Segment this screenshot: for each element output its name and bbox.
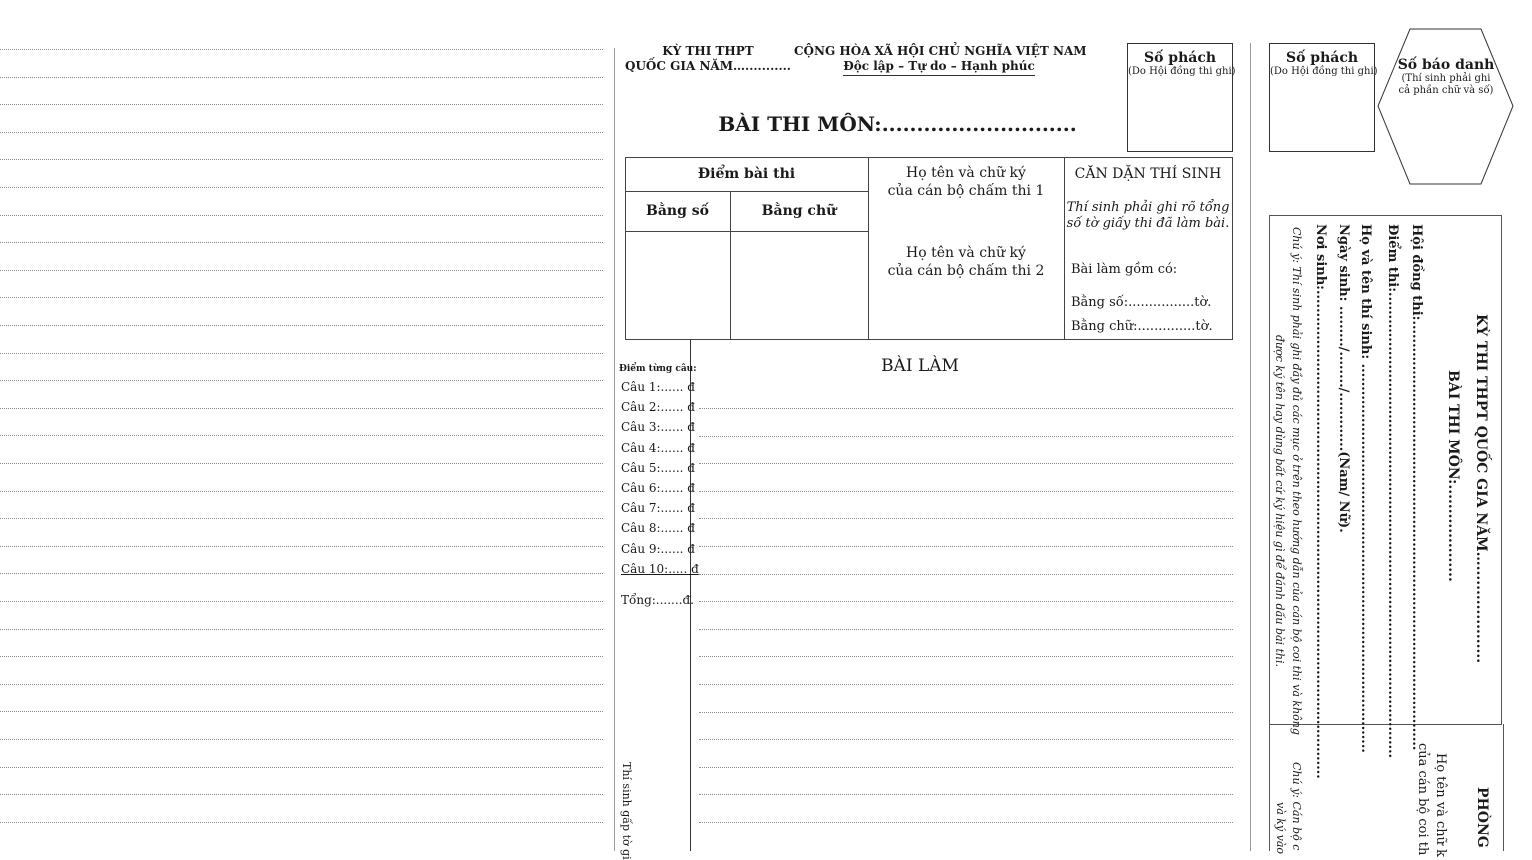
score-title: Điểm bài thi: [697, 166, 796, 182]
answer-line[interactable]: [699, 546, 1233, 547]
right-fold-line: [1250, 43, 1251, 851]
grader-2-line1: Họ tên và chữ ký: [906, 245, 1026, 261]
grader-1-label[interactable]: [868, 164, 1064, 200]
ruled-line: [0, 767, 603, 768]
ruled-line: [0, 159, 603, 160]
so-phach-stub-note: (Do Hội đồng thi ghi): [1270, 66, 1378, 77]
answer-line[interactable]: [699, 684, 1233, 685]
question-score-3[interactable]: Câu 3:...... đ: [621, 420, 695, 435]
so-phach-box[interactable]: [1127, 43, 1236, 152]
so-phach-note: (Do Hội đồng thi ghi): [1128, 66, 1236, 77]
ruled-line: [0, 822, 603, 823]
ruled-line: [0, 270, 603, 271]
ruled-line: [0, 297, 603, 298]
grader-1-line2: của cán bộ chấm thi 1: [887, 183, 1045, 199]
fold-line: [614, 48, 615, 851]
side-title-2: BÀI THI MÔN:....................: [1445, 370, 1461, 582]
ruled-line: [0, 684, 603, 685]
answer-line[interactable]: [699, 408, 1233, 409]
instructions-note: [1064, 200, 1232, 232]
ruled-line: [0, 463, 603, 464]
so-phach-box-stub[interactable]: [1269, 43, 1378, 152]
side-title-1: KỲ THI THPT QUỐC GIA NĂM…....................: [1473, 314, 1489, 664]
fold-note: Thí sinh gấp tờ gi: [620, 762, 633, 860]
answer-line[interactable]: [699, 601, 1233, 602]
ruled-line: [0, 739, 603, 740]
republic-header: [794, 44, 1087, 76]
field-diem-thi[interactable]: Điểm thi:.......................................................................................................: [1385, 224, 1400, 759]
ruled-line: [0, 601, 603, 602]
ruled-line: [0, 435, 603, 436]
phong-label: PHÒNG: [1474, 787, 1490, 848]
score-number-header: Bằng số: [646, 203, 709, 219]
so-bao-danh-label: [1387, 57, 1505, 97]
ruled-line: [0, 325, 603, 326]
subject-title: BÀI THI MÔN:............................: [718, 112, 1077, 136]
field-ho-ten[interactable]: Họ và tên thí sinh: ......................................................................................: [1358, 224, 1373, 753]
answer-line[interactable]: [699, 822, 1233, 823]
ruled-line: [0, 518, 603, 519]
question-score-6[interactable]: Câu 6:...... đ: [621, 481, 695, 495]
exam-title-line1: KỲ THI THPT: [662, 44, 754, 58]
so-bao-danh-note2: cả phần chữ và số): [1398, 85, 1494, 96]
ruled-line: [0, 656, 603, 657]
question-score-9[interactable]: Câu 9:...... đ: [621, 541, 695, 556]
question-score-5[interactable]: Câu 5:...... đ: [621, 460, 695, 475]
exam-title: [622, 44, 794, 74]
score-number-cell[interactable]: [626, 232, 729, 339]
republic-motto: Độc lập – Tự do – Hạnh phúc: [843, 59, 1035, 76]
ruled-line: [0, 187, 603, 188]
grader-2-label[interactable]: [868, 244, 1064, 280]
ruled-line: [0, 132, 603, 133]
question-score-8[interactable]: Câu 8:...... đ: [621, 521, 695, 536]
ruled-line: [0, 380, 603, 381]
answer-line[interactable]: [699, 518, 1233, 519]
answer-line[interactable]: [699, 739, 1233, 740]
question-score-4[interactable]: Câu 4:...... đ: [621, 440, 695, 455]
candidate-note-line1: Chú ý: Thí sinh phải ghi đầy đủ các mục ở trên theo hướng dẫn của cán bộ coi thi và không: [1290, 227, 1303, 735]
republic-line1: CỘNG HÒA XÃ HỘI CHỦ NGHĨA VIỆT NAM: [794, 44, 1087, 58]
total-score[interactable]: [621, 593, 694, 607]
bottom-note-line1: Chú ý: Cán bộ c: [1290, 762, 1303, 851]
answer-line[interactable]: [699, 712, 1233, 713]
instructions-note-line1: Thí sinh phải ghi rõ tổng: [1066, 200, 1230, 215]
field-noi-sinh[interactable]: Nơi sinh:............................................................................................................: [1313, 224, 1328, 779]
ruled-line: [0, 546, 603, 547]
answer-line[interactable]: [699, 436, 1233, 437]
ruled-line: [0, 242, 603, 243]
grader-2-line2: của cán bộ chấm thi 2: [887, 263, 1045, 279]
ruled-line: [0, 573, 603, 574]
score-words-cell[interactable]: [731, 232, 867, 339]
question-score-2[interactable]: Câu 2:...... đ: [621, 400, 695, 415]
answer-line[interactable]: [699, 463, 1233, 464]
so-phach-stub-title: Số phách: [1285, 50, 1359, 66]
ruled-line: [0, 408, 603, 409]
score-words-header: Bằng chữ: [761, 203, 837, 219]
so-bao-danh-title: Số báo danh: [1397, 57, 1495, 73]
ruled-line: [0, 491, 603, 492]
question-scores-label: Điểm từng câu:: [619, 364, 697, 374]
ruled-line: [0, 49, 603, 50]
answer-line[interactable]: [699, 574, 1233, 575]
answer-line[interactable]: [699, 767, 1233, 768]
question-score-10[interactable]: Câu 10:..... đ: [621, 561, 699, 576]
answer-line[interactable]: [699, 794, 1233, 795]
ruled-line: [0, 629, 603, 630]
candidate-note-line2: được ký tên hay dùng bất cứ ký hiệu gì để đánh dấu bài thi.: [1273, 335, 1286, 668]
pages-words[interactable]: Bằng chữ:..............tờ.: [1071, 319, 1213, 334]
answer-line[interactable]: [699, 629, 1233, 630]
answer-line[interactable]: [699, 491, 1233, 492]
so-phach-title: Số phách: [1143, 50, 1217, 66]
proctor-line2: của cán bộ coi th: [1415, 743, 1430, 856]
question-score-1[interactable]: Câu 1:...... đ: [621, 380, 695, 394]
proctor-line1: Họ tên và chữ k: [1433, 753, 1448, 857]
so-bao-danh-hexagon[interactable]: [1377, 28, 1515, 186]
bottom-note-line2: và ký vào: [1274, 802, 1287, 855]
grader-1-line1: Họ tên và chữ ký: [906, 165, 1026, 181]
instructions-title: CĂN DẶN THÍ SINH: [1074, 166, 1222, 182]
ruled-line: [0, 215, 603, 216]
pages-number[interactable]: Bằng số:................tờ.: [1071, 295, 1212, 310]
answer-title: BÀI LÀM: [881, 356, 959, 376]
ruled-line: [0, 104, 603, 105]
field-hoi-dong[interactable]: Hội đồng thi:...............................................................................................: [1409, 224, 1424, 751]
exam-title-line2: QUỐC GIA NĂM…...........: [625, 59, 791, 73]
ruled-line: [0, 794, 603, 795]
so-bao-danh-note1: (Thí sinh phải ghi: [1401, 73, 1491, 84]
ruled-line: [0, 711, 603, 712]
answer-line[interactable]: [699, 656, 1233, 657]
instructions-note-line2: số tờ giấy thi đã làm bài.: [1066, 216, 1230, 231]
field-ngay-sinh[interactable]: [1336, 224, 1351, 533]
ruled-line: [0, 77, 603, 78]
pages-label: Bài làm gồm có:: [1071, 262, 1178, 277]
total-score-text: Tổng:.......đ.: [621, 593, 694, 607]
ruled-line: [0, 353, 603, 354]
question-score-7[interactable]: Câu 7:...... đ: [621, 501, 695, 516]
field-ngay-sinh-text: Ngày sinh: ........./......../.............(Nam/ Nữ).: [1336, 224, 1351, 533]
